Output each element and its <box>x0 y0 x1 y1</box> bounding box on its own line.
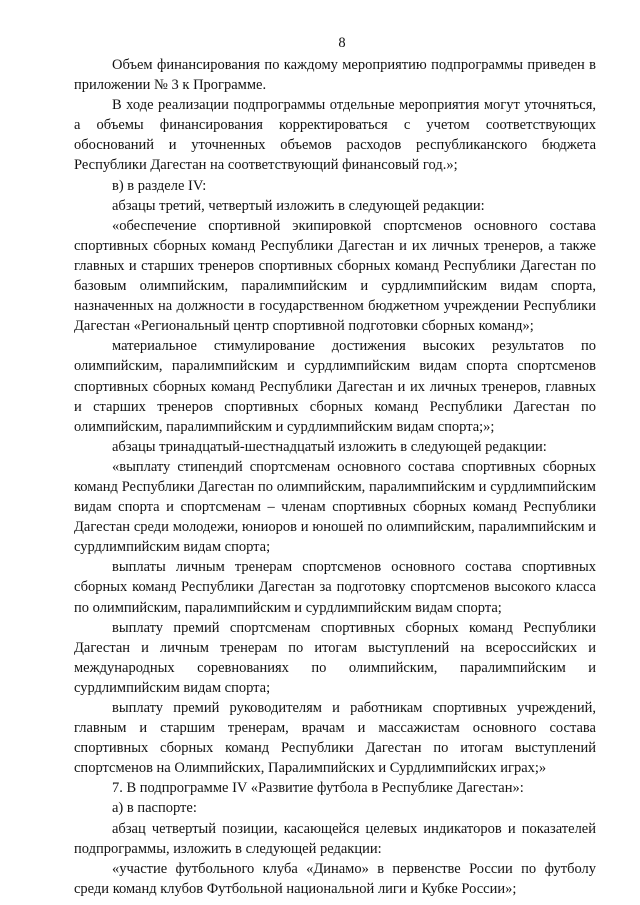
paragraph: а) в паспорте: <box>112 800 197 817</box>
paragraph: «выплату стипендий спортсменам основного состава спортивных сборных команд Республики Дагестан по олимпийским, паралимпийским и сурдлимпийским видам спорта и спортсменам – членам спортивных сборных команд Республики Дагестан среди молодежи, юниоров и юношей по олимпийским, паралимпийским и сурдлимпийским видам спорта; <box>74 458 596 556</box>
paragraph: выплату премий руководителям и работникам спортивных учреждений, главным и старшим тренерам, врачам и массажистам основного состава спортивных сборных команд Республики Дагестан по итогам выступлений спортсменов на Олимпийских, Паралимпийских и Сурдлимпийских играх;» <box>74 700 596 777</box>
paragraph: В ходе реализации подпрограммы отдельные мероприятия могут уточняться, а объемы финансирования корректироваться с учетом соответствующих обоснований и уточненных объемов расходов республиканского бюджета Республики Дагестан на соответствующий финансовый год.»; <box>74 97 596 174</box>
paragraph: выплаты личным тренерам спортсменов основного состава спортивных сборных команд Республики Дагестан за подготовку спортсменов высокого класса по олимпийским, паралимпийским и сурдлимпийским видам спорта; <box>74 559 596 616</box>
paragraph: материальное стимулирование достижения высоких результатов по олимпийским, паралимпийским и сурдлимпийским видам спорта спортсменов спортивных сборных команд Республики Дагестан и их личных тренеров, главных и старших тренеров спортивных сборных команд Республики Дагестан по олимпийским, паралимпийским и сурдлимпийским видам спорта;»; <box>74 338 596 435</box>
paragraph: абзацы третий, четвертый изложить в следующей редакции: <box>112 197 485 214</box>
paragraph: абзацы тринадцатый-шестнадцатый изложить в следующей редакции: <box>112 438 547 455</box>
paragraph: «участие футбольного клуба «Динамо» в первенстве России по футболу среди команд клубов Футбольной национальной лиги и Кубке России»; <box>74 860 596 897</box>
paragraph: «обеспечение спортивной экипировкой спортсменов основного состава спортивных сборных команд Республики Дагестан и их личных тренеров, а также главных и старших тренеров спортивных сборных команд Республики Дагестан по базовым олимпийским, паралимпийским и сурдлимпийским видам спорта, назначенных на должности в государственном бюджетном учреждении Республики Дагестан «Региональный центр спортивной подготовки сборных команд»; <box>74 217 596 335</box>
paragraph: выплату премий спортсменам спортивных сборных команд Республики Дагестан и личным тренерам по итогам выступлений на всероссийских и международных соревнованиях по олимпийским, паралимпийским и сурдлимпийским видам спорта; <box>74 619 596 696</box>
paragraph: в) в разделе IV: <box>112 177 207 194</box>
paragraph: 7. В подпрограмме IV «Развитие футбола в Республике Дагестан»: <box>112 780 524 797</box>
paragraph: абзац четвертый позиции, касающейся целевых индикаторов и показателей подпрограммы, изложить в следующей редакции: <box>74 820 596 857</box>
page-number: 8 <box>338 35 346 51</box>
paragraph: Объем финансирования по каждому мероприятию подпрограммы приведен в приложении № 3 к Программе. <box>74 57 596 94</box>
